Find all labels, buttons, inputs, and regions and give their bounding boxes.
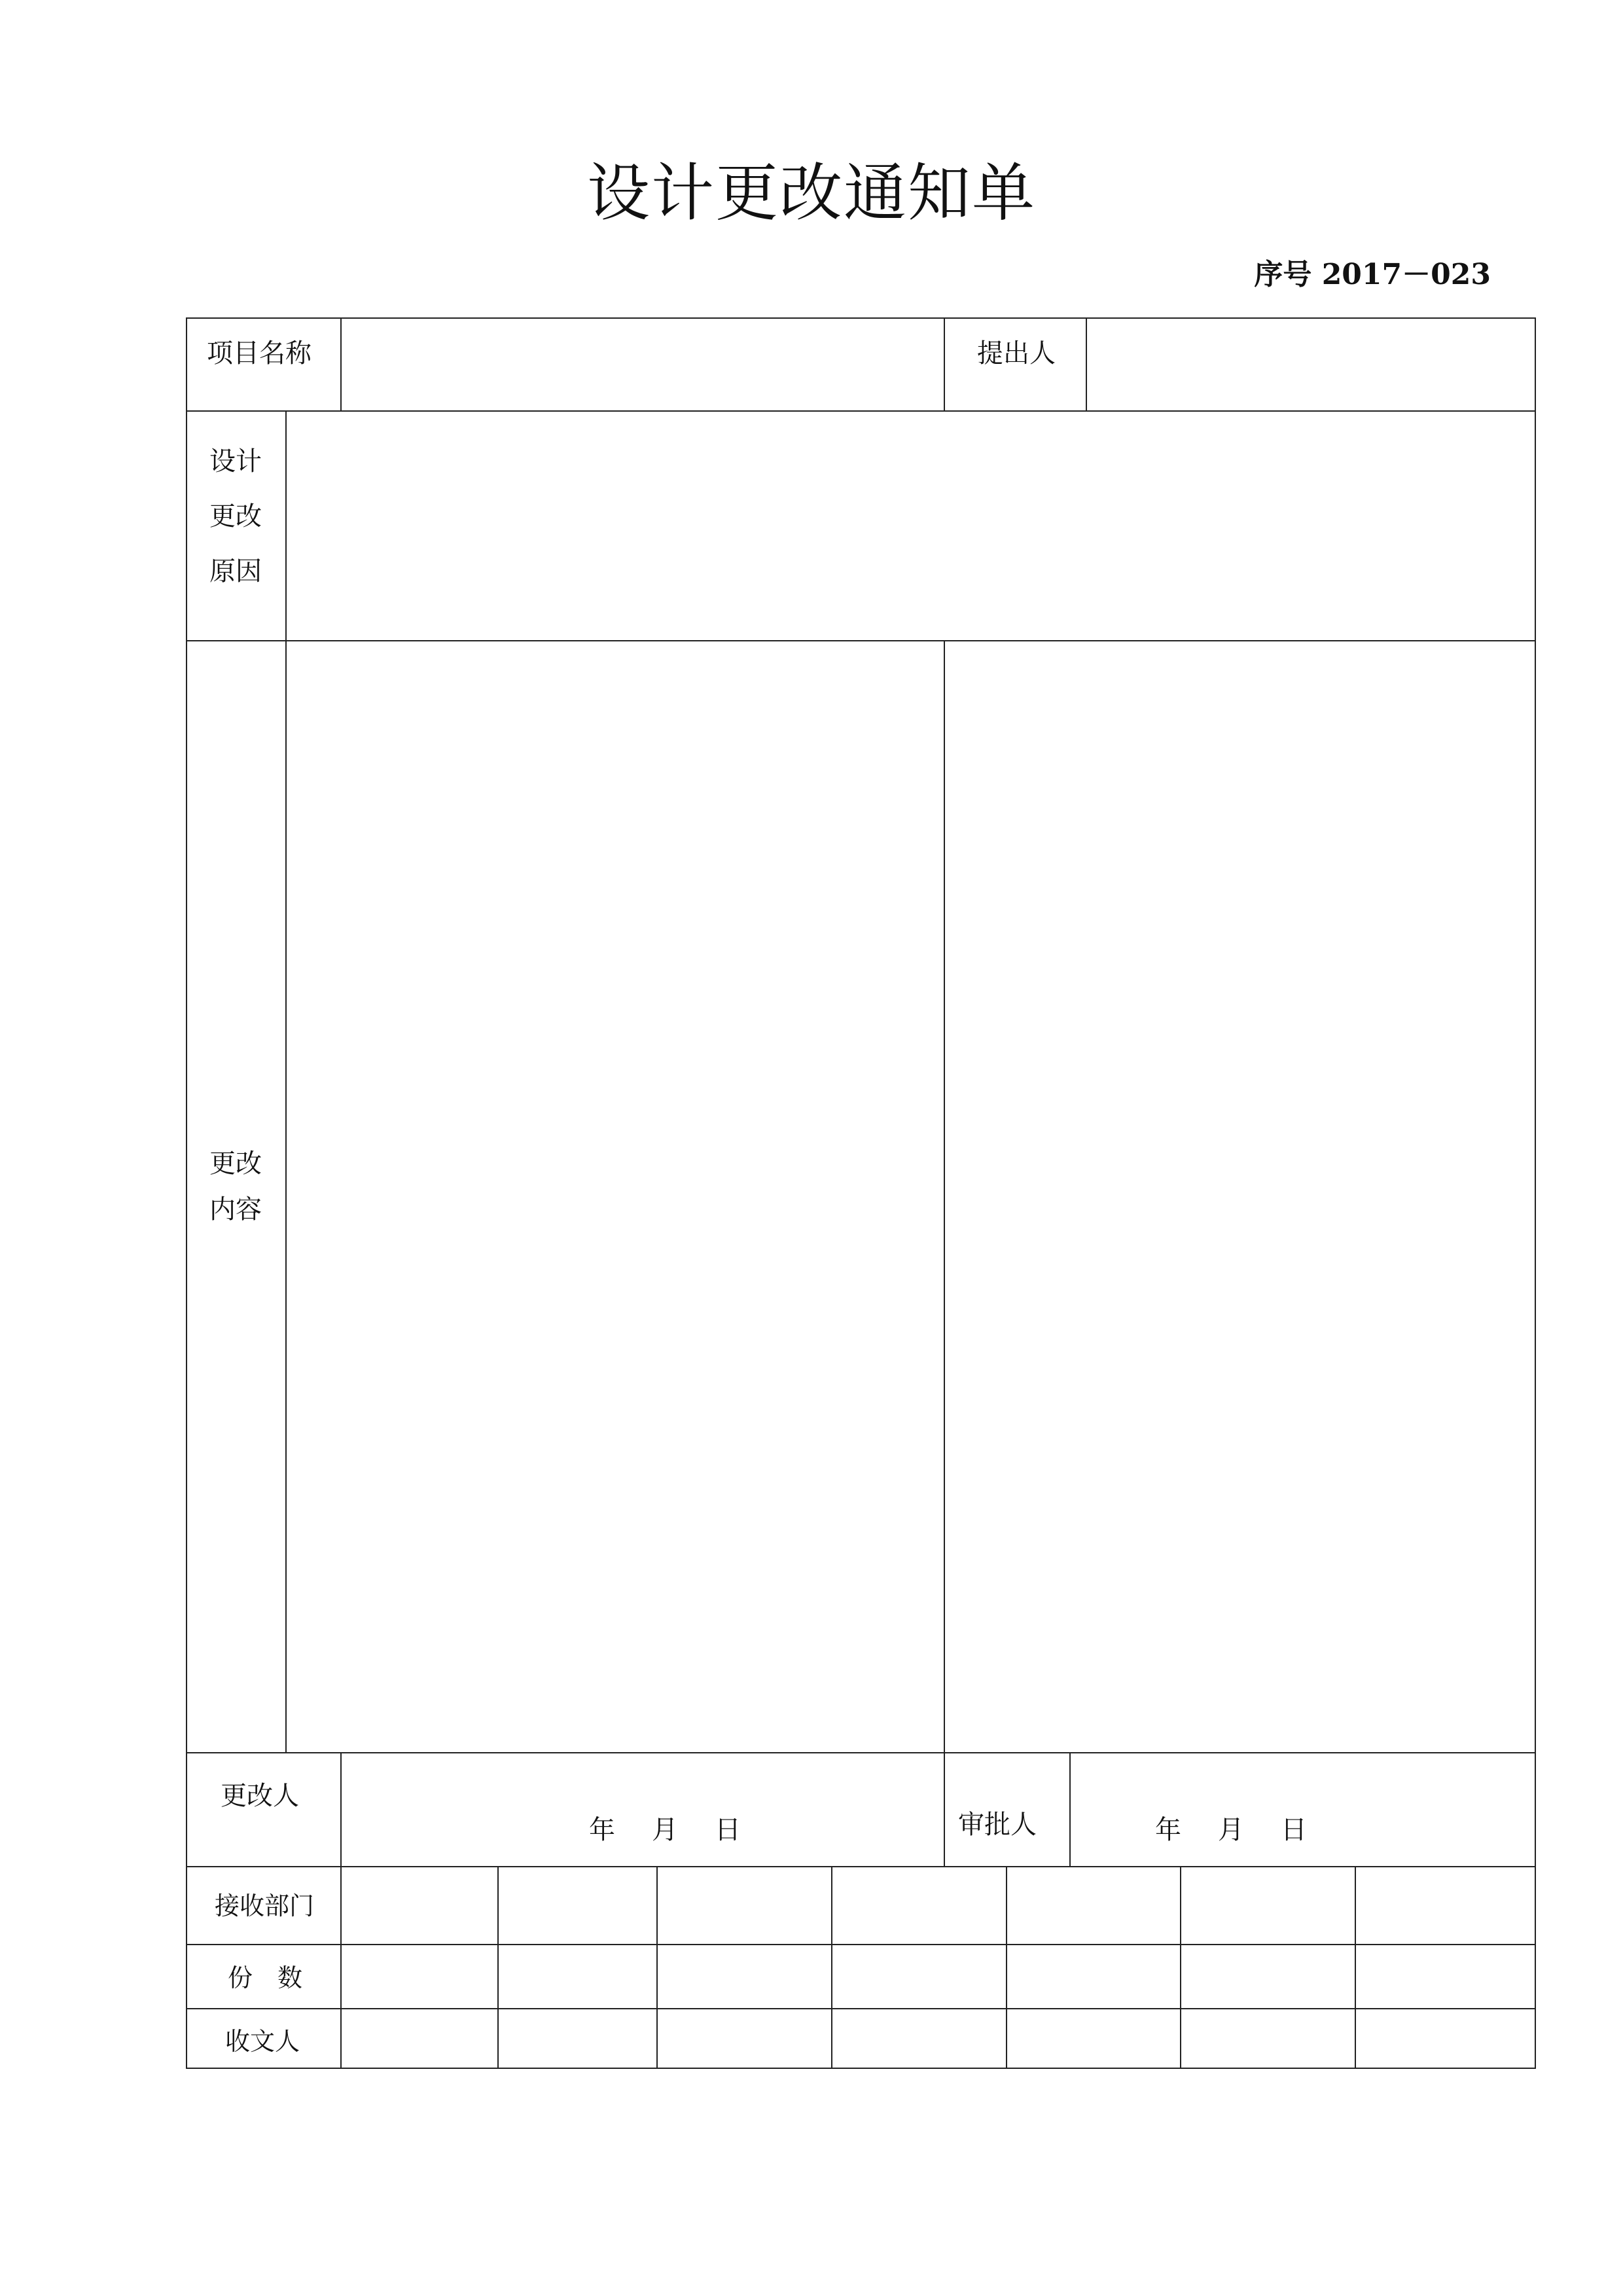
row-divider <box>186 1866 1536 1867</box>
col-divider <box>656 1866 658 2069</box>
row-divider <box>186 1944 1536 1945</box>
serial-number: 序号 2017－023 <box>1254 258 1491 291</box>
change-reason-field[interactable] <box>287 412 1535 640</box>
col-divider <box>831 1866 832 2069</box>
changer-date: 年 月 日 <box>589 1815 746 1845</box>
change-content-label: 更改 内容 <box>209 1149 262 1225</box>
form-title: 设计更改通知单 <box>587 156 1036 230</box>
approver-date: 年 月 日 <box>1155 1815 1312 1845</box>
change-reason-label: 设计 更改 原因 <box>209 446 262 586</box>
project-name-field[interactable] <box>342 319 944 410</box>
proposer-label: 提出人 <box>977 338 1056 368</box>
col-divider <box>1006 1866 1007 2069</box>
col-divider <box>1355 1866 1356 2069</box>
row-divider <box>186 1752 1536 1753</box>
approver-label: 审批人 <box>958 1810 1037 1840</box>
row-divider <box>186 2008 1536 2009</box>
change-content-after-field[interactable] <box>945 641 1535 1752</box>
changer-label: 更改人 <box>221 1781 299 1811</box>
col-divider <box>1180 1866 1181 2069</box>
col-divider <box>944 317 945 410</box>
receiver-label: 收文人 <box>225 2027 300 2056</box>
col-divider <box>944 1752 945 1866</box>
change-content-before-field[interactable] <box>287 641 944 1752</box>
copies-label: 份 数 <box>228 1964 303 1992</box>
col-divider <box>1069 1752 1071 1866</box>
receive-dept-label: 接收部门 <box>215 1892 315 1920</box>
proposer-field[interactable] <box>1087 319 1535 410</box>
col-divider <box>497 1866 499 2069</box>
col-divider <box>340 1752 342 2069</box>
project-name-label: 项目名称 <box>207 338 312 368</box>
